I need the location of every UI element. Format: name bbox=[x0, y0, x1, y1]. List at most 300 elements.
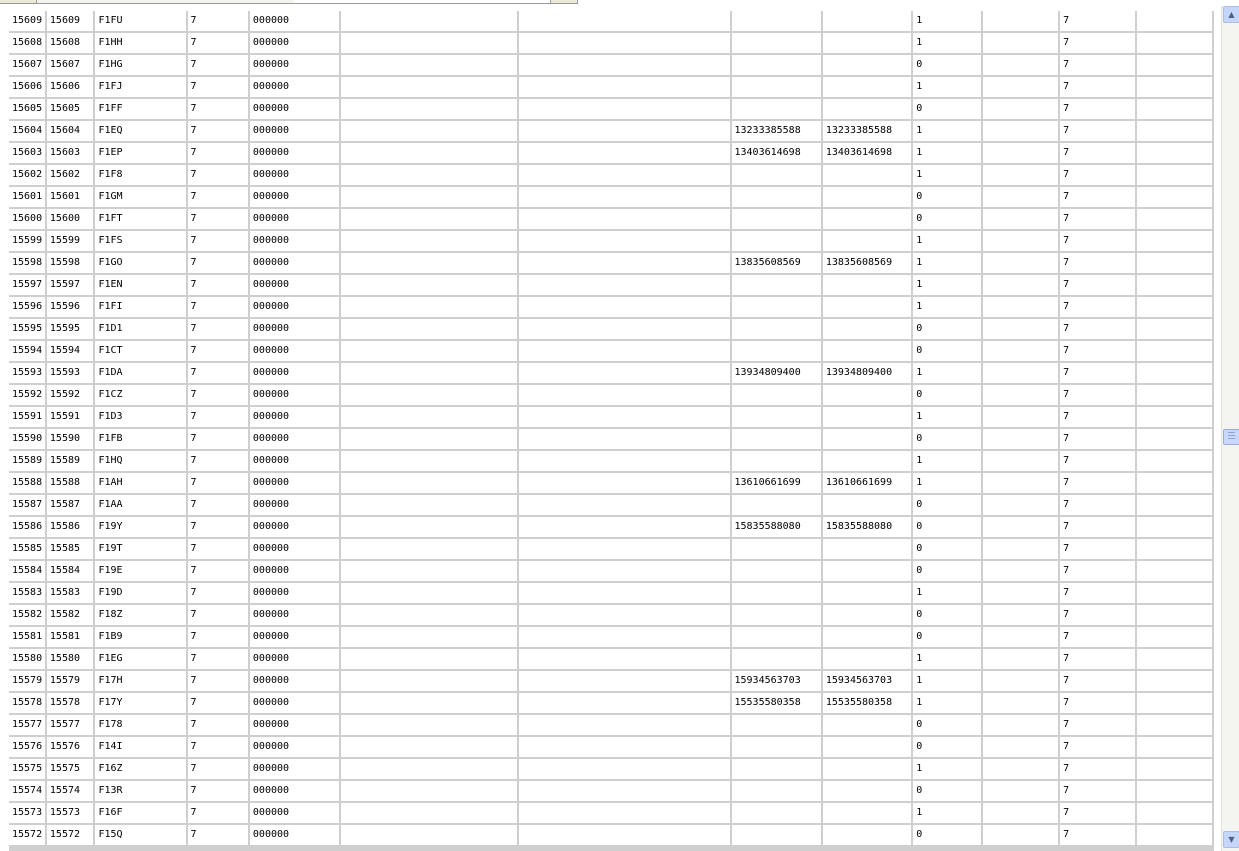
table-cell[interactable]: 15574 bbox=[47, 781, 94, 801]
table-cell[interactable]: F17H bbox=[95, 671, 185, 691]
table-cell[interactable]: 7 bbox=[188, 99, 248, 119]
table-cell[interactable]: 15576 bbox=[9, 737, 45, 757]
table-cell[interactable]: 1 bbox=[913, 363, 981, 383]
table-cell[interactable] bbox=[823, 187, 911, 207]
table-cell[interactable]: 7 bbox=[188, 759, 248, 779]
table-cell[interactable] bbox=[1137, 11, 1212, 31]
tab[interactable] bbox=[0, 0, 36, 4]
table-cell[interactable] bbox=[983, 77, 1058, 97]
table-cell[interactable]: 13403614698 bbox=[732, 143, 821, 163]
table-cell[interactable]: 15572 bbox=[47, 825, 94, 845]
table-cell[interactable]: 7 bbox=[188, 429, 248, 449]
table-cell[interactable]: F1AH bbox=[95, 473, 185, 493]
table-cell[interactable] bbox=[519, 143, 730, 163]
table-cell[interactable]: 15581 bbox=[47, 627, 94, 647]
table-cell[interactable] bbox=[1137, 825, 1212, 845]
table-cell[interactable] bbox=[519, 583, 730, 603]
table-cell[interactable]: 7 bbox=[188, 451, 248, 471]
table-cell[interactable]: 15601 bbox=[9, 187, 45, 207]
table-row[interactable] bbox=[9, 253, 1212, 273]
table-cell[interactable] bbox=[732, 297, 821, 317]
table-cell[interactable] bbox=[983, 275, 1058, 295]
table-cell[interactable]: F16F bbox=[95, 803, 185, 823]
table-cell[interactable] bbox=[341, 11, 517, 31]
table-row[interactable] bbox=[9, 407, 1212, 427]
table-cell[interactable]: 0 bbox=[913, 781, 981, 801]
table-cell[interactable] bbox=[519, 407, 730, 427]
table-cell[interactable]: 15579 bbox=[47, 671, 94, 691]
table-cell[interactable]: 7 bbox=[1060, 825, 1135, 845]
table-cell[interactable]: 000000 bbox=[250, 759, 339, 779]
table-cell[interactable]: 7 bbox=[188, 11, 248, 31]
table-cell[interactable]: F1DA bbox=[95, 363, 185, 383]
table-cell[interactable] bbox=[823, 781, 911, 801]
table-cell[interactable] bbox=[823, 209, 911, 229]
table-cell[interactable]: 000000 bbox=[250, 341, 339, 361]
table-cell[interactable]: 7 bbox=[188, 605, 248, 625]
table-cell[interactable] bbox=[823, 275, 911, 295]
table-row[interactable] bbox=[9, 693, 1212, 713]
table-row[interactable] bbox=[9, 627, 1212, 647]
table-cell[interactable]: 7 bbox=[188, 187, 248, 207]
table-cell[interactable]: F17Y bbox=[95, 693, 185, 713]
table-cell[interactable]: 7 bbox=[188, 715, 248, 735]
table-cell[interactable] bbox=[1137, 627, 1212, 647]
table-cell[interactable]: 000000 bbox=[250, 121, 339, 141]
table-row[interactable] bbox=[9, 121, 1212, 141]
table-cell[interactable]: 7 bbox=[1060, 297, 1135, 317]
table-cell[interactable] bbox=[519, 671, 730, 691]
table-cell[interactable]: 7 bbox=[188, 561, 248, 581]
table-cell[interactable] bbox=[519, 825, 730, 845]
table-cell[interactable]: F19E bbox=[95, 561, 185, 581]
table-cell[interactable] bbox=[1137, 583, 1212, 603]
table-cell[interactable]: 000000 bbox=[250, 187, 339, 207]
table-cell[interactable] bbox=[732, 209, 821, 229]
table-cell[interactable] bbox=[732, 231, 821, 251]
table-cell[interactable]: 7 bbox=[1060, 429, 1135, 449]
table-cell[interactable]: 15588 bbox=[47, 473, 94, 493]
table-cell[interactable] bbox=[519, 165, 730, 185]
table-cell[interactable] bbox=[1137, 715, 1212, 735]
table-cell[interactable]: 000000 bbox=[250, 561, 339, 581]
table-cell[interactable]: 15582 bbox=[9, 605, 45, 625]
table-cell[interactable]: 000000 bbox=[250, 495, 339, 515]
table-cell[interactable] bbox=[732, 319, 821, 339]
table-cell[interactable] bbox=[519, 187, 730, 207]
table-cell[interactable] bbox=[823, 803, 911, 823]
table-cell[interactable]: 15535580358 bbox=[732, 693, 821, 713]
table-cell[interactable]: F1FT bbox=[95, 209, 185, 229]
table-cell[interactable]: F1HQ bbox=[95, 451, 185, 471]
table-cell[interactable]: 0 bbox=[913, 209, 981, 229]
table-cell[interactable] bbox=[823, 429, 911, 449]
table-cell[interactable] bbox=[1137, 605, 1212, 625]
table-cell[interactable]: 7 bbox=[188, 55, 248, 75]
table-cell[interactable]: 0 bbox=[913, 341, 981, 361]
table-cell[interactable] bbox=[823, 583, 911, 603]
table-row[interactable] bbox=[9, 539, 1212, 559]
table-row[interactable] bbox=[9, 429, 1212, 449]
table-cell[interactable]: 7 bbox=[1060, 671, 1135, 691]
table-cell[interactable]: 15605 bbox=[9, 99, 45, 119]
table-cell[interactable]: 000000 bbox=[250, 803, 339, 823]
table-row[interactable] bbox=[9, 671, 1212, 691]
table-cell[interactable]: 7 bbox=[188, 407, 248, 427]
table-cell[interactable] bbox=[983, 121, 1058, 141]
table-cell[interactable] bbox=[983, 165, 1058, 185]
table-cell[interactable] bbox=[519, 605, 730, 625]
table-row[interactable] bbox=[9, 649, 1212, 669]
table-cell[interactable]: F1HG bbox=[95, 55, 185, 75]
table-cell[interactable]: 7 bbox=[188, 583, 248, 603]
table-cell[interactable]: 7 bbox=[1060, 605, 1135, 625]
table-cell[interactable] bbox=[823, 341, 911, 361]
table-cell[interactable] bbox=[732, 99, 821, 119]
table-cell[interactable] bbox=[1137, 649, 1212, 669]
table-cell[interactable] bbox=[341, 231, 517, 251]
table-cell[interactable]: F1EQ bbox=[95, 121, 185, 141]
table-cell[interactable]: 1 bbox=[913, 297, 981, 317]
table-cell[interactable] bbox=[983, 341, 1058, 361]
table-cell[interactable]: 15600 bbox=[9, 209, 45, 229]
table-cell[interactable]: 000000 bbox=[250, 319, 339, 339]
table-row[interactable] bbox=[9, 605, 1212, 625]
table-cell[interactable]: F1FI bbox=[95, 297, 185, 317]
table-row[interactable] bbox=[9, 561, 1212, 581]
table-row[interactable] bbox=[9, 297, 1212, 317]
table-cell[interactable]: 15590 bbox=[47, 429, 94, 449]
table-cell[interactable]: F13R bbox=[95, 781, 185, 801]
table-cell[interactable] bbox=[983, 319, 1058, 339]
table-cell[interactable] bbox=[983, 11, 1058, 31]
table-cell[interactable]: 000000 bbox=[250, 77, 339, 97]
table-cell[interactable]: 7 bbox=[1060, 759, 1135, 779]
table-cell[interactable] bbox=[823, 297, 911, 317]
table-cell[interactable] bbox=[1137, 341, 1212, 361]
table-cell[interactable] bbox=[341, 363, 517, 383]
table-cell[interactable]: 7 bbox=[188, 143, 248, 163]
table-cell[interactable]: 000000 bbox=[250, 11, 339, 31]
table-cell[interactable]: 15584 bbox=[9, 561, 45, 581]
table-cell[interactable] bbox=[519, 121, 730, 141]
table-cell[interactable]: 15583 bbox=[9, 583, 45, 603]
table-cell[interactable]: 1 bbox=[913, 803, 981, 823]
table-cell[interactable]: 7 bbox=[1060, 693, 1135, 713]
scroll-down-button[interactable] bbox=[1223, 831, 1239, 848]
table-cell[interactable] bbox=[519, 55, 730, 75]
table-cell[interactable] bbox=[341, 429, 517, 449]
table-cell[interactable]: F1B9 bbox=[95, 627, 185, 647]
table-cell[interactable]: 1 bbox=[913, 583, 981, 603]
table-cell[interactable] bbox=[732, 55, 821, 75]
table-cell[interactable]: 15598 bbox=[9, 253, 45, 273]
table-cell[interactable]: 15835588080 bbox=[732, 517, 821, 537]
table-cell[interactable] bbox=[341, 77, 517, 97]
table-cell[interactable]: 7 bbox=[1060, 55, 1135, 75]
table-cell[interactable] bbox=[341, 33, 517, 53]
table-cell[interactable] bbox=[983, 407, 1058, 427]
table-row[interactable] bbox=[9, 517, 1212, 537]
table-cell[interactable] bbox=[823, 627, 911, 647]
table-cell[interactable] bbox=[823, 385, 911, 405]
table-row[interactable] bbox=[9, 583, 1212, 603]
table-cell[interactable] bbox=[341, 99, 517, 119]
table-cell[interactable] bbox=[341, 121, 517, 141]
table-cell[interactable]: 15585 bbox=[47, 539, 94, 559]
table-cell[interactable] bbox=[341, 737, 517, 757]
table-cell[interactable]: 15597 bbox=[47, 275, 94, 295]
table-cell[interactable]: 0 bbox=[913, 825, 981, 845]
table-cell[interactable] bbox=[519, 429, 730, 449]
table-cell[interactable]: 7 bbox=[188, 319, 248, 339]
table-cell[interactable] bbox=[341, 275, 517, 295]
table-cell[interactable] bbox=[983, 385, 1058, 405]
table-cell[interactable]: 000000 bbox=[250, 209, 339, 229]
table-cell[interactable]: F1EP bbox=[95, 143, 185, 163]
table-cell[interactable]: 7 bbox=[1060, 77, 1135, 97]
table-cell[interactable]: 0 bbox=[913, 385, 981, 405]
table-cell[interactable]: 15586 bbox=[9, 517, 45, 537]
table-cell[interactable] bbox=[341, 253, 517, 273]
table-cell[interactable] bbox=[983, 451, 1058, 471]
table-cell[interactable]: 15588 bbox=[9, 473, 45, 493]
table-cell[interactable]: F1HH bbox=[95, 33, 185, 53]
table-cell[interactable]: 15590 bbox=[9, 429, 45, 449]
table-cell[interactable]: 15596 bbox=[47, 297, 94, 317]
table-cell[interactable] bbox=[341, 671, 517, 691]
table-cell[interactable] bbox=[983, 253, 1058, 273]
table-cell[interactable]: 15604 bbox=[47, 121, 94, 141]
table-cell[interactable] bbox=[983, 561, 1058, 581]
table-row[interactable] bbox=[9, 209, 1212, 229]
table-cell[interactable]: 15608 bbox=[47, 33, 94, 53]
table-cell[interactable]: 7 bbox=[188, 803, 248, 823]
table-cell[interactable] bbox=[519, 539, 730, 559]
table-cell[interactable]: 000000 bbox=[250, 297, 339, 317]
table-cell[interactable]: 7 bbox=[188, 209, 248, 229]
table-cell[interactable]: 7 bbox=[188, 341, 248, 361]
table-cell[interactable] bbox=[1137, 187, 1212, 207]
table-cell[interactable] bbox=[519, 231, 730, 251]
table-cell[interactable]: 000000 bbox=[250, 407, 339, 427]
table-cell[interactable]: 7 bbox=[1060, 385, 1135, 405]
table-cell[interactable] bbox=[983, 231, 1058, 251]
table-cell[interactable]: 15596 bbox=[9, 297, 45, 317]
table-cell[interactable] bbox=[823, 55, 911, 75]
table-cell[interactable] bbox=[823, 649, 911, 669]
table-cell[interactable] bbox=[983, 297, 1058, 317]
table-cell[interactable]: 1 bbox=[913, 473, 981, 493]
table-cell[interactable]: 15578 bbox=[47, 693, 94, 713]
table-cell[interactable] bbox=[341, 407, 517, 427]
table-cell[interactable]: 1 bbox=[913, 231, 981, 251]
table-cell[interactable]: 15579 bbox=[9, 671, 45, 691]
table-cell[interactable]: 7 bbox=[1060, 583, 1135, 603]
table-cell[interactable]: 15934563703 bbox=[732, 671, 821, 691]
table-cell[interactable]: 15604 bbox=[9, 121, 45, 141]
table-cell[interactable]: 7 bbox=[1060, 649, 1135, 669]
table-cell[interactable] bbox=[983, 55, 1058, 75]
table-cell[interactable]: 1 bbox=[913, 121, 981, 141]
table-cell[interactable]: 15593 bbox=[9, 363, 45, 383]
table-cell[interactable] bbox=[983, 715, 1058, 735]
table-cell[interactable]: F15Q bbox=[95, 825, 185, 845]
table-cell[interactable] bbox=[983, 495, 1058, 515]
table-cell[interactable] bbox=[983, 605, 1058, 625]
table-cell[interactable] bbox=[341, 693, 517, 713]
table-cell[interactable]: 15581 bbox=[9, 627, 45, 647]
table-cell[interactable] bbox=[341, 55, 517, 75]
table-cell[interactable] bbox=[341, 803, 517, 823]
table-row[interactable] bbox=[9, 363, 1212, 383]
table-cell[interactable] bbox=[983, 363, 1058, 383]
table-cell[interactable] bbox=[983, 473, 1058, 493]
table-cell[interactable] bbox=[732, 825, 821, 845]
table-cell[interactable]: 7 bbox=[188, 473, 248, 493]
table-cell[interactable] bbox=[1137, 759, 1212, 779]
table-cell[interactable] bbox=[823, 231, 911, 251]
table-cell[interactable]: 15601 bbox=[47, 187, 94, 207]
table-cell[interactable] bbox=[823, 319, 911, 339]
table-cell[interactable]: 15587 bbox=[9, 495, 45, 515]
table-cell[interactable]: 13610661699 bbox=[823, 473, 911, 493]
table-cell[interactable]: 000000 bbox=[250, 33, 339, 53]
table-cell[interactable]: 000000 bbox=[250, 55, 339, 75]
table-cell[interactable]: 0 bbox=[913, 99, 981, 119]
table-cell[interactable] bbox=[519, 33, 730, 53]
table-cell[interactable]: 7 bbox=[188, 385, 248, 405]
table-cell[interactable] bbox=[519, 803, 730, 823]
table-cell[interactable] bbox=[732, 385, 821, 405]
table-cell[interactable]: 000000 bbox=[250, 231, 339, 251]
table-cell[interactable] bbox=[1137, 671, 1212, 691]
table-row[interactable] bbox=[9, 319, 1212, 339]
table-cell[interactable] bbox=[1137, 429, 1212, 449]
table-cell[interactable]: 7 bbox=[1060, 473, 1135, 493]
table-cell[interactable] bbox=[983, 429, 1058, 449]
table-cell[interactable] bbox=[732, 583, 821, 603]
table-cell[interactable] bbox=[732, 275, 821, 295]
table-cell[interactable]: 7 bbox=[1060, 253, 1135, 273]
table-cell[interactable]: F19T bbox=[95, 539, 185, 559]
table-row[interactable] bbox=[9, 495, 1212, 515]
table-cell[interactable]: 000000 bbox=[250, 605, 339, 625]
table-cell[interactable]: 7 bbox=[188, 495, 248, 515]
table-cell[interactable]: 7 bbox=[1060, 165, 1135, 185]
table-cell[interactable] bbox=[519, 517, 730, 537]
table-cell[interactable] bbox=[341, 583, 517, 603]
table-cell[interactable] bbox=[519, 627, 730, 647]
table-cell[interactable]: F1FJ bbox=[95, 77, 185, 97]
table-cell[interactable]: 7 bbox=[188, 231, 248, 251]
table-cell[interactable]: F1FS bbox=[95, 231, 185, 251]
table-cell[interactable]: 000000 bbox=[250, 385, 339, 405]
table-cell[interactable]: 1 bbox=[913, 671, 981, 691]
table-cell[interactable] bbox=[341, 341, 517, 361]
table-cell[interactable] bbox=[341, 627, 517, 647]
table-cell[interactable] bbox=[519, 561, 730, 581]
table-cell[interactable]: 15607 bbox=[47, 55, 94, 75]
table-cell[interactable]: F1FU bbox=[95, 11, 185, 31]
table-cell[interactable]: 7 bbox=[188, 77, 248, 97]
table-cell[interactable] bbox=[519, 297, 730, 317]
table-cell[interactable] bbox=[341, 517, 517, 537]
table-cell[interactable] bbox=[1137, 693, 1212, 713]
table-cell[interactable]: 1 bbox=[913, 407, 981, 427]
table-cell[interactable] bbox=[341, 165, 517, 185]
table-cell[interactable]: 000000 bbox=[250, 363, 339, 383]
table-cell[interactable] bbox=[983, 737, 1058, 757]
tab[interactable] bbox=[550, 0, 578, 4]
table-cell[interactable]: 000000 bbox=[250, 451, 339, 471]
table-row[interactable] bbox=[9, 165, 1212, 185]
table-row[interactable] bbox=[9, 187, 1212, 207]
table-cell[interactable]: 15605 bbox=[47, 99, 94, 119]
table-cell[interactable] bbox=[341, 561, 517, 581]
table-cell[interactable] bbox=[983, 693, 1058, 713]
table-cell[interactable]: 7 bbox=[188, 737, 248, 757]
table-cell[interactable]: 000000 bbox=[250, 825, 339, 845]
table-cell[interactable]: 1 bbox=[913, 165, 981, 185]
table-row[interactable] bbox=[9, 143, 1212, 163]
table-cell[interactable]: 1 bbox=[913, 253, 981, 273]
table-cell[interactable]: 7 bbox=[1060, 143, 1135, 163]
table-cell[interactable]: 15585 bbox=[9, 539, 45, 559]
table-cell[interactable]: 7 bbox=[1060, 517, 1135, 537]
table-cell[interactable]: 7 bbox=[188, 121, 248, 141]
table-cell[interactable] bbox=[823, 495, 911, 515]
table-cell[interactable]: F1EG bbox=[95, 649, 185, 669]
table-cell[interactable] bbox=[1137, 297, 1212, 317]
table-cell[interactable] bbox=[341, 649, 517, 669]
table-cell[interactable] bbox=[983, 99, 1058, 119]
table-cell[interactable]: 13403614698 bbox=[823, 143, 911, 163]
tab[interactable] bbox=[294, 0, 550, 4]
table-cell[interactable] bbox=[823, 11, 911, 31]
table-cell[interactable]: 15608 bbox=[9, 33, 45, 53]
tab[interactable] bbox=[36, 0, 296, 4]
table-cell[interactable]: 13233385588 bbox=[732, 121, 821, 141]
table-cell[interactable]: 1 bbox=[913, 143, 981, 163]
table-cell[interactable]: 15580 bbox=[47, 649, 94, 669]
table-row[interactable] bbox=[9, 715, 1212, 735]
table-cell[interactable] bbox=[519, 649, 730, 669]
table-cell[interactable] bbox=[519, 737, 730, 757]
table-cell[interactable] bbox=[519, 781, 730, 801]
table-cell[interactable]: 000000 bbox=[250, 649, 339, 669]
table-cell[interactable]: 15609 bbox=[47, 11, 94, 31]
table-cell[interactable]: F1GM bbox=[95, 187, 185, 207]
table-cell[interactable]: F1CZ bbox=[95, 385, 185, 405]
table-cell[interactable]: 000000 bbox=[250, 715, 339, 735]
table-cell[interactable]: 15602 bbox=[47, 165, 94, 185]
table-cell[interactable]: 15603 bbox=[47, 143, 94, 163]
table-cell[interactable] bbox=[732, 737, 821, 757]
table-cell[interactable]: 7 bbox=[1060, 407, 1135, 427]
table-cell[interactable]: 15584 bbox=[47, 561, 94, 581]
table-cell[interactable] bbox=[1137, 319, 1212, 339]
table-cell[interactable] bbox=[519, 11, 730, 31]
table-cell[interactable]: 000000 bbox=[250, 429, 339, 449]
table-cell[interactable]: 15591 bbox=[9, 407, 45, 427]
table-row[interactable] bbox=[9, 825, 1212, 845]
table-row[interactable] bbox=[9, 451, 1212, 471]
table-cell[interactable]: 15606 bbox=[47, 77, 94, 97]
table-cell[interactable] bbox=[341, 825, 517, 845]
table-cell[interactable]: 000000 bbox=[250, 539, 339, 559]
table-cell[interactable]: F19D bbox=[95, 583, 185, 603]
